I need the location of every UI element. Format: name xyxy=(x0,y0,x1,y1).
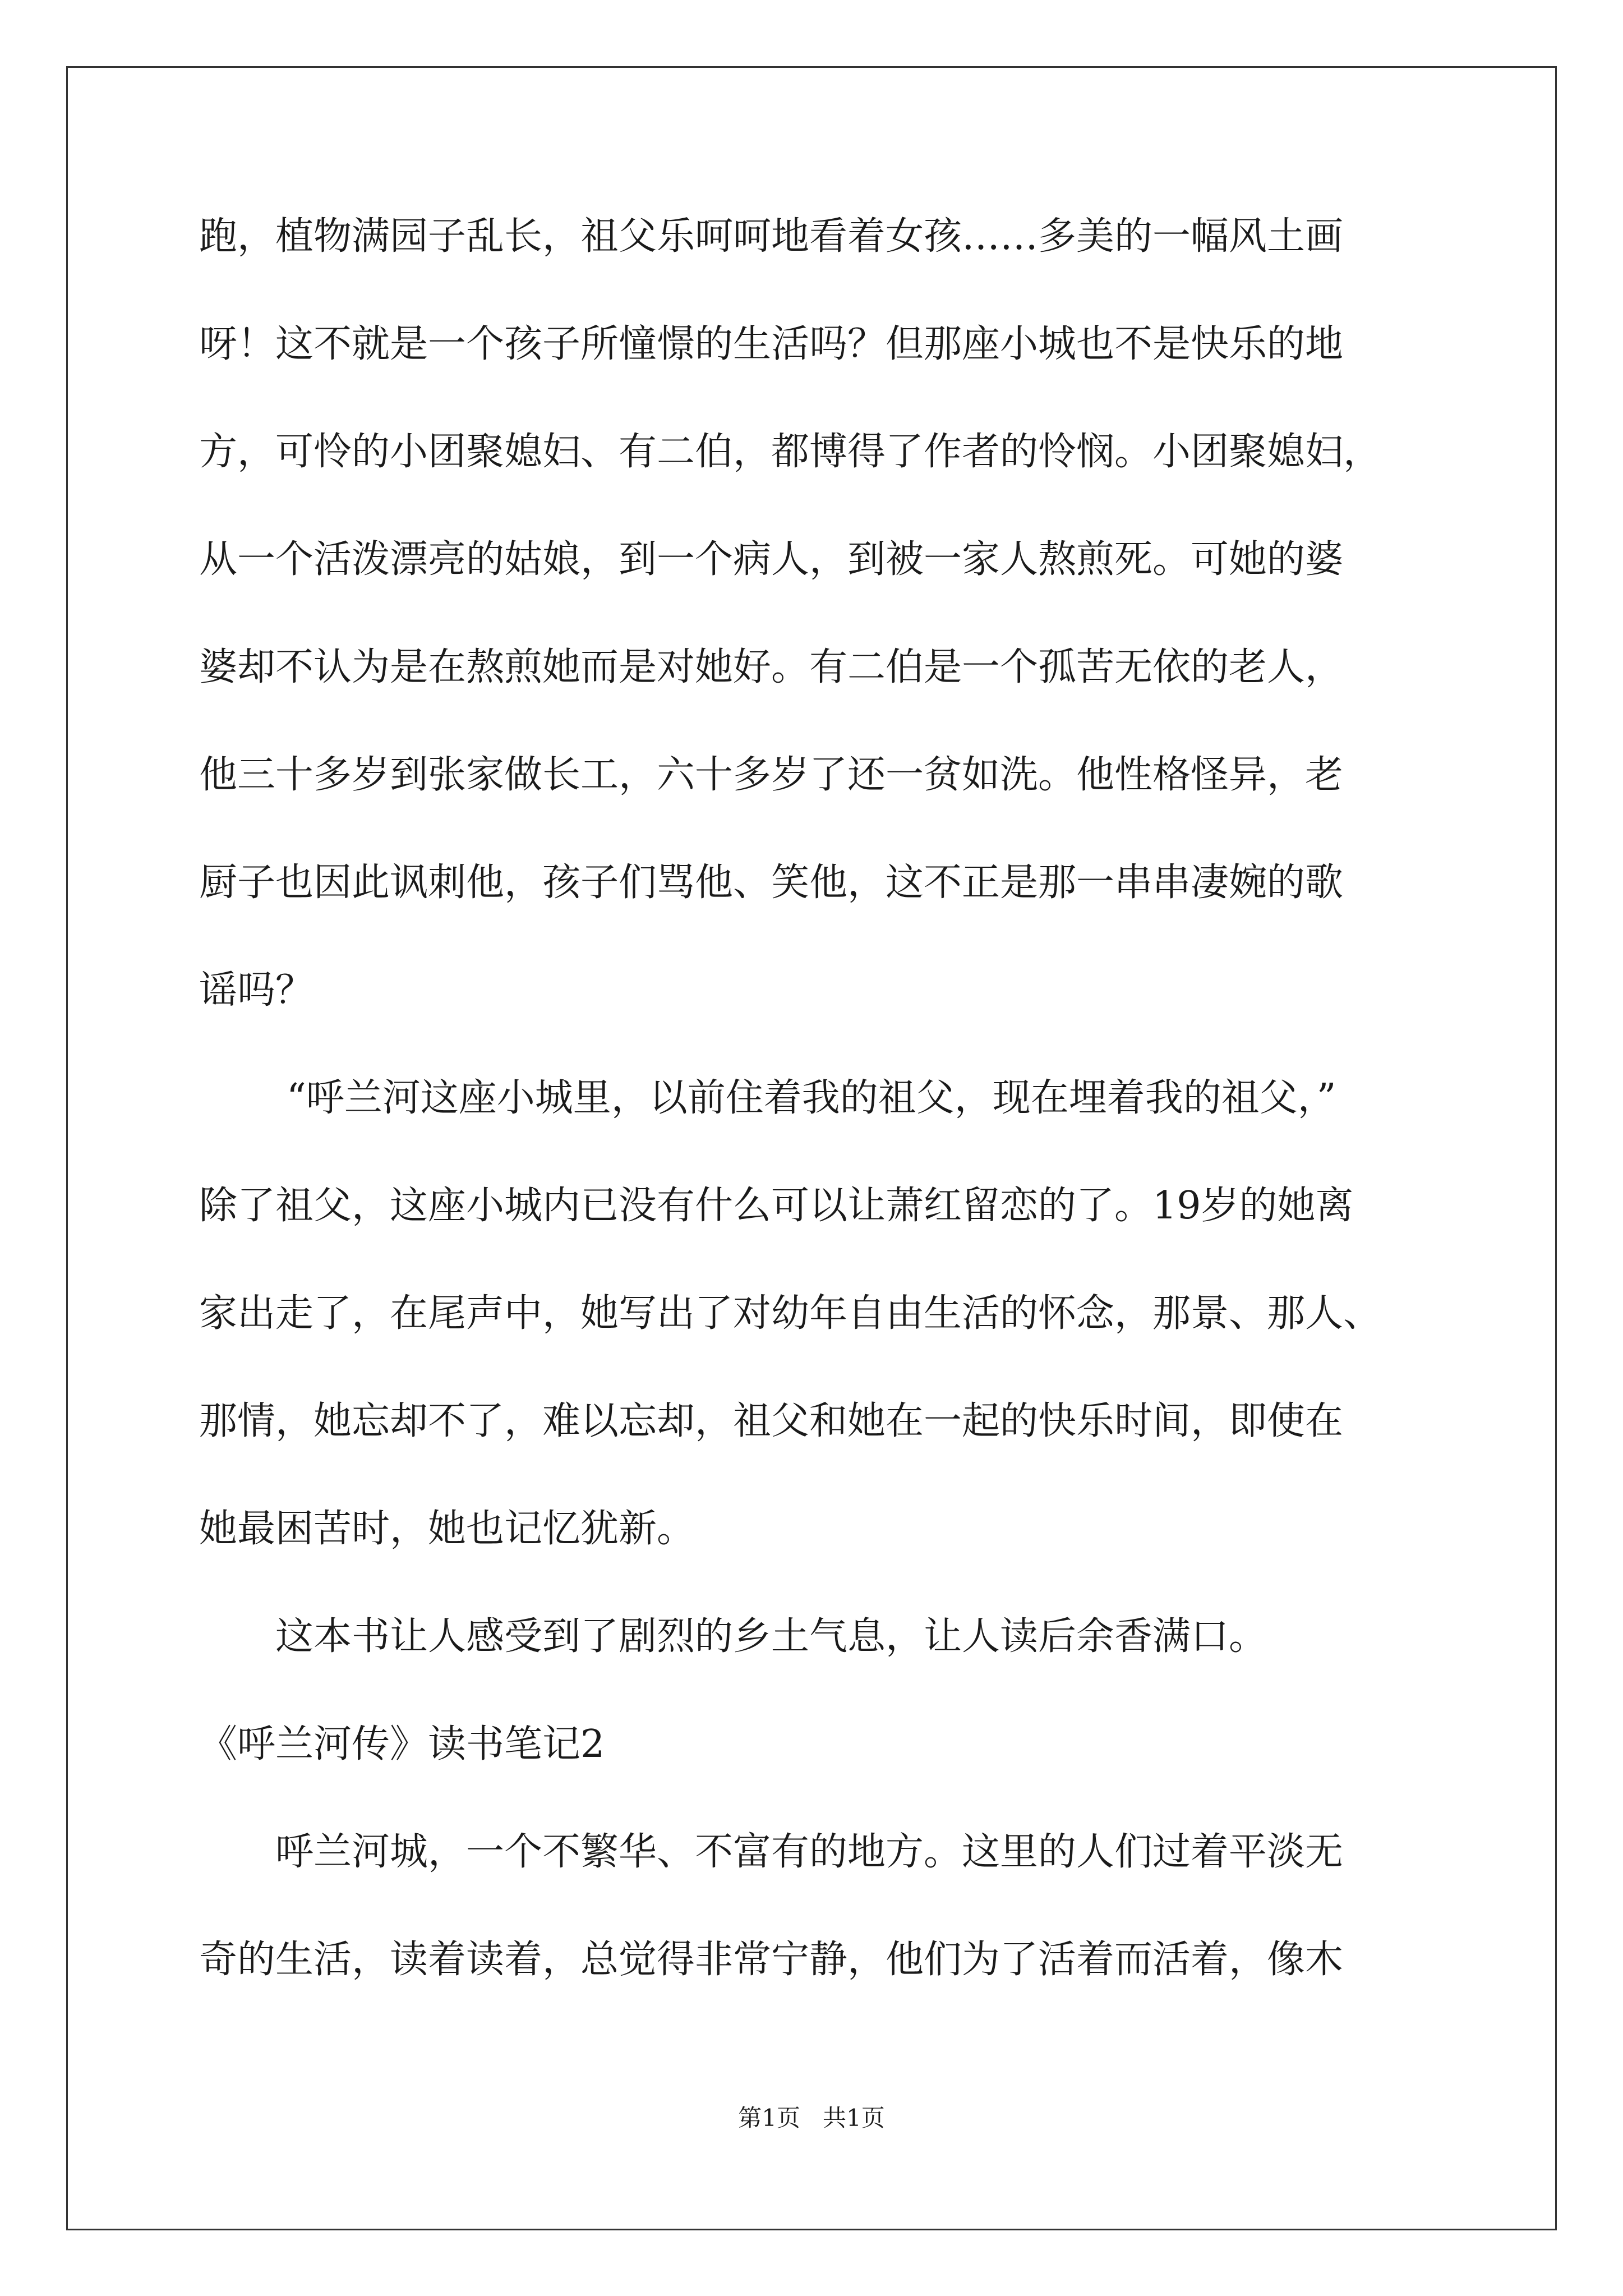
text-line: 呀！这不就是一个孩子所憧憬的生活吗？但那座小城也不是快乐的地 xyxy=(199,322,1344,366)
text-line: 厨子也因此讽刺他，孩子们骂他、笑他，这不正是那一串串凄婉的歌 xyxy=(199,861,1344,905)
text-line: 她最困苦时，她也记忆犹新。 xyxy=(199,1507,695,1551)
text-line: 奇的生活，读着读着，总觉得非常宁静，他们为了活着而活着，像木 xyxy=(199,1938,1344,1982)
text-line: 这本书让人感受到了剧烈的乡土气息，让人读后余香满口。 xyxy=(275,1614,1267,1659)
text-line: 谣吗？ xyxy=(199,968,314,1013)
text-line: 方，可怜的小团聚媳妇、有二伯，都博得了作者的怜悯。小团聚媳妇， xyxy=(199,430,1382,474)
text-line: 除了祖父，这座小城内已没有什么可以让萧红留恋的了。19岁的她离 xyxy=(199,1184,1354,1228)
text-line: 呼兰河城，一个不繁华、不富有的地方。这里的人们过着平淡无 xyxy=(275,1830,1344,1874)
text-line: 他三十多岁到张家做长工，六十多岁了还一贫如洗。他性格怪异，老 xyxy=(199,753,1344,797)
text-line: “呼兰河这座小城里，以前住着我的祖父，现在埋着我的祖父，” xyxy=(287,1076,1336,1120)
section-heading: 《呼兰河传》读书笔记2 xyxy=(199,1722,605,1766)
text-line: 从一个活泼漂亮的姑娘，到一个病人，到被一家人熬煎死。可她的婆 xyxy=(199,537,1344,582)
page-border xyxy=(66,66,1557,2230)
text-line: 婆却不认为是在熬煎她而是对她好。有二伯是一个孤苦无依的老人， xyxy=(199,645,1344,689)
text-line: 跑，植物满园子乱长，祖父乐呵呵地看着女孩……多美的一幅风土画 xyxy=(199,214,1344,259)
page-number-footer: 第1页 共1页 xyxy=(738,2104,885,2132)
text-line: 那情，她忘却不了，难以忘却，祖父和她在一起的快乐时间，即使在 xyxy=(199,1399,1344,1443)
text-line: 家出走了，在尾声中，她写出了对幼年自由生活的怀念，那景、那人、 xyxy=(199,1291,1382,1336)
